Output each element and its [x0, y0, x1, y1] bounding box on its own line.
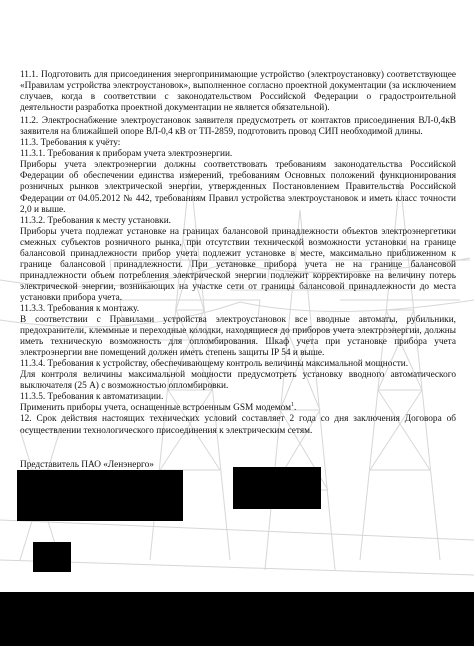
- clause-11-3-5: 11.3.5. Требования к автоматизации.: [20, 392, 164, 403]
- clause-11-3-4-body: Для контроля величины максимальной мощности предусмотреть установку вводного автоматического выключателя (25 А) с возможностью опломбировки.: [20, 370, 456, 392]
- redaction-block-footer: [0, 592, 474, 646]
- gsm-modem-tail: .: [293, 403, 297, 414]
- clause-11-3-4: 11.3.4. Требования к устройству, обеспечивающему контроль величины максимальной мощности.: [20, 359, 409, 370]
- redaction-block-signature: [233, 467, 321, 509]
- clause-11-1: 11.1. Подготовить для присоединения энергопринимающие устройство (электроустановку) соответствующее «Правилам устройства электроустановок», выполненное согласно проектной документации (за исключением случаев, когда в соответствии с законодательством Российской Федерации о градостроительной деятельности разработка проектной документации не является обязательной).: [20, 70, 456, 114]
- document-body: [20, 70, 456, 471]
- redaction-block-small: [33, 542, 71, 572]
- clause-11-3-5-body: [20, 403, 456, 414]
- clause-11-3-3: 11.3.3. Требования к монтажу.: [20, 303, 140, 314]
- clause-11-3-3-body: В соответствии с Правилами устройства электроустановок все вводные автоматы, рубильники, предохранители, клеммные и переходные колодки, находящиеся до приборов учета электроэнергии, должны иметь техническую возможность для опломбирования. Шкаф учета при установке прибора учета электроэнергии вне помещений должен иметь степень защиты IP 54 и выше.: [20, 315, 456, 359]
- clause-11-3-2-body: Приборы учета подлежат установке на границах балансовой принадлежности объектов электроэнергетики смежных субъектов розничного рынка, при отсутствии технической возможности установки на границе балансовой принадлежности прибор учета подлежит установке в месте, максимально приближенном к границе балансовой принадлежности. При установке прибора учета не на границе балансовой принадлежности объем потребления электрической энергии подлежит корректировке на величину потерь электрической энергии, возникающих на участке сети от границы балансовой принадлежности до места установки прибора учета.: [20, 226, 456, 303]
- signature-label: Представитель ПАО «Ленэнерго»: [20, 459, 154, 470]
- clause-12: 12. Срок действия настоящих технических условий составляет 2 года со дня заключения Договора об осуществлении технологического присоединения к электрическим сетям.: [20, 414, 456, 436]
- clause-11-2: 11.2. Электроснабжение электроустановок заявителя предусмотреть от контактов присоединения ВЛ-0,4кВ заявителя на ближайшей опоре ВЛ-0,4 кВ от ТП-2859, подготовить провод СИП необходимой длины.: [20, 116, 456, 138]
- clause-11-3-1: 11.3.1. Требования к приборам учета электроэнергии.: [20, 149, 233, 160]
- clause-11-3-2: 11.3.2. Требования к месту установки.: [20, 215, 171, 226]
- clause-11-3: 11.3. Требования к учёту:: [20, 138, 121, 149]
- gsm-modem-text: Применить приборы учета, оснащенные встроенным GSM модемом: [20, 403, 291, 414]
- redaction-block-name: [17, 470, 183, 521]
- clause-11-3-1-body: Приборы учета электроэнергии должны соответствовать требованиям законодательства Российской Федерации об обеспечении единства измерений, требованиям Основных положений функционирования розничных рынков электрической энергии, утвержденных Постановлением Правительства Российской Федерации от 04.05.2012 № 442, требованиям Правил устройства электроустановок и иметь класс точности 2,0 и выше.: [20, 160, 456, 215]
- footnote-marker: 1: [290, 402, 294, 409]
